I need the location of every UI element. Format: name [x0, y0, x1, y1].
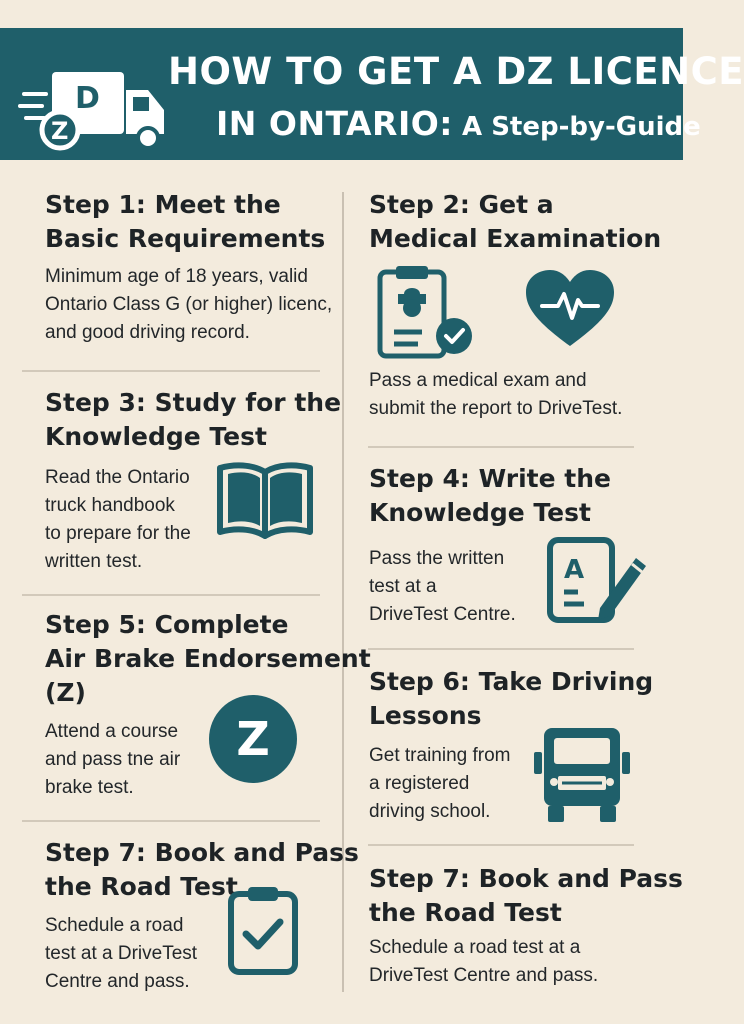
row-separator [22, 370, 320, 372]
checklist-icon [226, 884, 300, 976]
step-description: Pass the written test at a DriveTest Centre. [369, 548, 516, 625]
step-description: Schedule a road test at a DriveTest Centre and pass. [369, 937, 599, 986]
step-title: Step 5: Complete Air Brake Endorsement (Z) [45, 610, 371, 707]
step-title: Step 1: Meet the Basic Requirements [45, 190, 326, 253]
step-description: Get training from a registered driving school. [369, 745, 511, 822]
step-description: Minimum age of 18 years, valid Ontario Class G (or higher) licenc, and good driving record. [45, 266, 333, 343]
medical-clipboard-icon [374, 264, 480, 360]
page-title-line2-main: IN ONTARIO: [216, 104, 453, 143]
row-separator [368, 648, 634, 650]
z-badge-icon [208, 694, 298, 784]
svg-text:A: A [564, 555, 585, 585]
truck-logo-icon [18, 50, 178, 150]
page-title-line2-sub: A Step-by-Guide [452, 112, 701, 142]
z-badge-letter: Z [236, 712, 270, 766]
row-separator [368, 446, 634, 448]
step-description: Read the Ontario truck handbook to prepare for the written test. [45, 467, 191, 572]
step-title: Step 3: Study for the Knowledge Test [45, 388, 342, 451]
step-description: Pass a medical exam and submit the report to DriveTest. [369, 370, 623, 419]
row-separator [368, 844, 634, 846]
truck-front-icon [532, 724, 632, 824]
step-title: Step 7: Book and Pass the Road Test [369, 864, 683, 927]
row-separator [22, 594, 320, 596]
logo-letter-z: Z [51, 117, 69, 145]
step-title: Step 2: Get a Medical Examination [369, 190, 662, 253]
header-banner [0, 28, 744, 160]
heartbeat-icon [524, 268, 616, 348]
logo-letter-d: D [75, 81, 100, 116]
top-margin [0, 0, 683, 28]
book-icon [214, 460, 316, 542]
page-title-line1: HOW TO GET A DZ LICENCE [168, 50, 744, 93]
page-title-line2 [216, 104, 701, 143]
step-description: Schedule a road test at a DriveTest Centre and pass. [45, 915, 198, 992]
written-test-icon [544, 534, 650, 626]
step-description: Attend a course and pass tne air brake test. [45, 721, 181, 798]
step-title: Step 6: Take Driving Lessons [369, 667, 654, 730]
step-title: Step 4: Write the Knowledge Test [369, 464, 611, 527]
row-separator [22, 820, 320, 822]
step-title: Step 7: Book and Pass the Road Test [45, 838, 359, 901]
